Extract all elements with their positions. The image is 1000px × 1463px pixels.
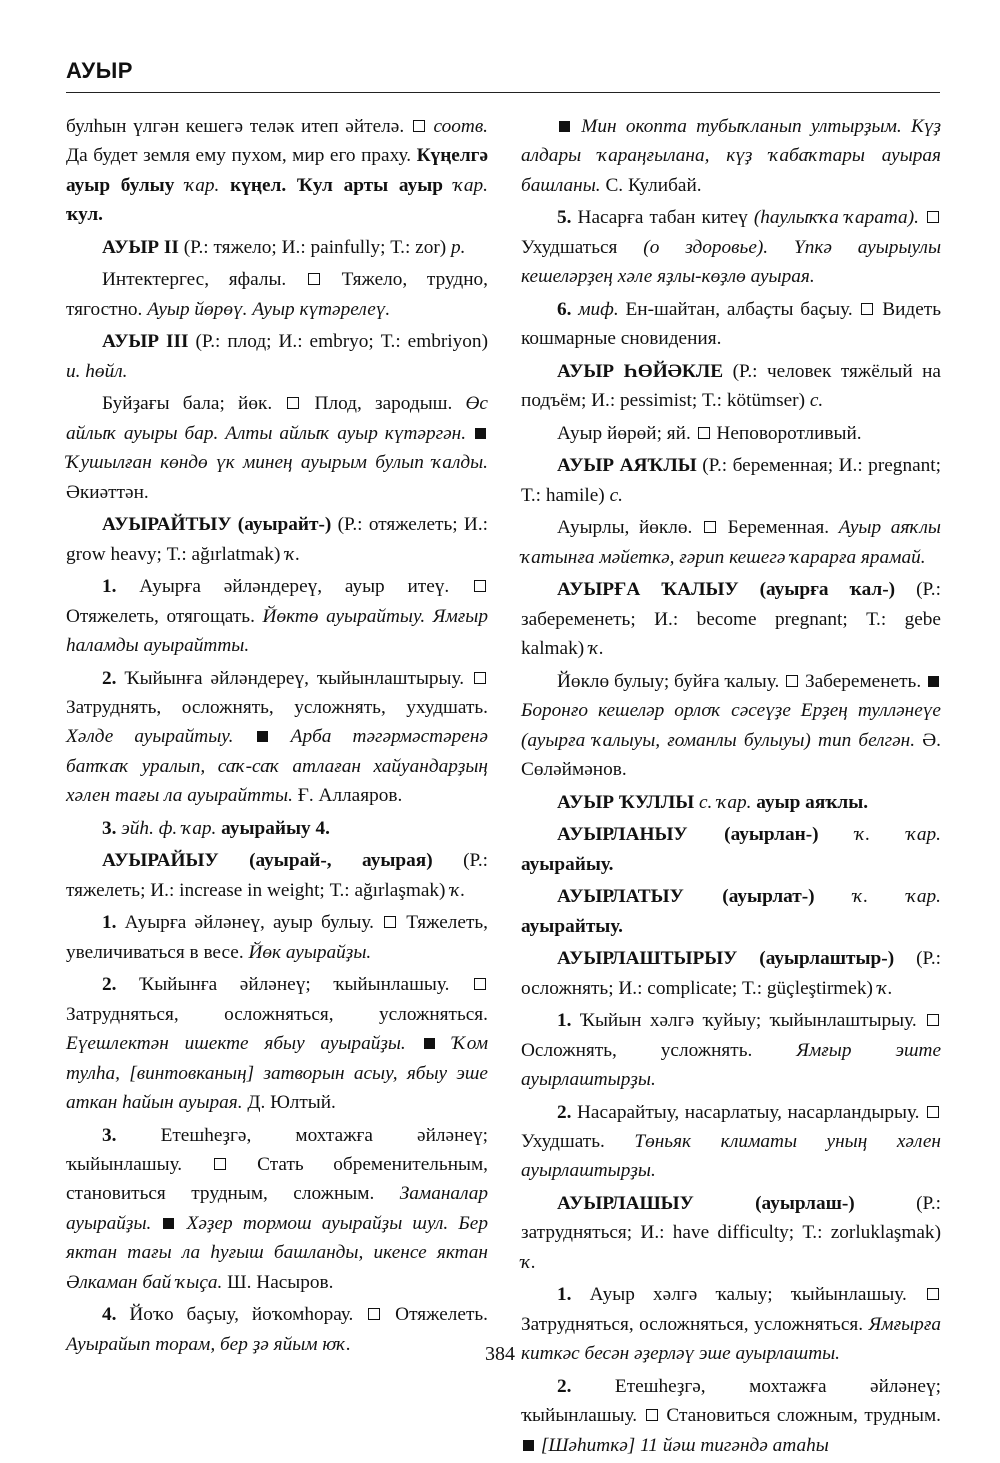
translation-marker-icon	[214, 1158, 226, 1170]
header-rule	[66, 92, 940, 93]
translation-marker-icon	[861, 303, 873, 315]
entry-auyr-ayakly: АУЫР АЯҠЛЫ (Р.: беременная; И.: pregnant; Т.: hamile) с.	[521, 455, 941, 506]
quotation-marker-icon	[257, 731, 268, 742]
quotation-marker-icon	[475, 428, 486, 439]
entry-auyr-hoyakle: АУЫР ҺӨЙӘКЛЕ (Р.: человек тяжёлый на подъём; И.: pessimist; Т.: kötümser) с.	[521, 360, 941, 412]
translation-marker-icon	[287, 397, 299, 409]
sense-2: 2. Етешһеҙгә, мохтажға әйләнеү; ҡыйынлашыу. Становиться сложным, трудным. [Шәһиткә] 11 йәш тигәндә атаһы	[521, 1375, 941, 1456]
translation-marker-icon	[308, 273, 320, 285]
entry-auyrlatyu: АУЫРЛАТЫУ (ауырлат-) ҡ. ҡар. ауырайтыу.	[521, 886, 941, 937]
definition: Буйҙағы бала; йөк. Плод, зародыш. Өс айлыҡ ауыры бар. Алты айлыҡ ауыр күтәргән. Ҡушылған көндө үк минең ауырым булып ҡалды. Әкиәттән.	[66, 393, 488, 503]
definition: Йөклө булыу; буйға ҡалыу. Забеременеть. Боронғо кешеләр орлоҡ сәсеүҙе Ерҙең тулләнеүе (ауырға ҡалыуы, ғоманлы булыуы) тип белгән. Ә. Сөләймәнов.	[521, 670, 941, 781]
translation-marker-icon	[786, 675, 798, 687]
sense-3: 3. Етешһеҙгә, мохтажға әйләнеү; ҡыйынлашыу. Стать обременительным, становиться трудным, сложным. Заманалар ауырайҙы. Хәҙер тормош ауырайҙы шул. Бер яктан тағы ла һуғыш башланды, икенсе яктан Әлкаман бай ҡыҫа. Ш. Насыров.	[66, 1124, 488, 1293]
translation-marker-icon	[474, 580, 486, 592]
left-column	[66, 112, 488, 1362]
translation-marker-icon	[646, 1409, 658, 1421]
quotation-marker-icon	[928, 676, 939, 687]
sense-2: 2. Насарайтыу, насарлатыу, насарландырыу. Ухудшать. Төньяк климаты уның хәлен ауырлаштырҙы.	[521, 1101, 941, 1182]
entry-auyrlanyu: АУЫРЛАНЫУ (ауырлан-) ҡ. ҡар. ауырайыу.	[521, 824, 941, 875]
entry-auyrlashyu: АУЫРЛАШЫУ (ауырлаш-) (Р.: затрудняться; И.: have difficulty; Т.: zorluklaşmak) ҡ.	[521, 1193, 941, 1273]
translation-marker-icon	[927, 1014, 939, 1026]
quotation-marker-icon	[163, 1218, 174, 1229]
sense-1: 1. Ҡыйын хәлгә ҡуйыу; ҡыйынлаштырыу. Осложнять, усложнять. Ямғыр эште ауырлаштырҙы.	[521, 1010, 942, 1091]
entry-auyrlashtyryu: АУЫРЛАШТЫРЫУ (ауырлаштыр-) (Р.: осложнять; И.: complicate; Т.: güçleştirmek) ҡ.	[521, 948, 941, 999]
sense-5: 5. Насарға табан китеү (һаулыҡҡа ҡарата). Ухудшаться (о здоровье). Үпкә ауырыулы кешеләрҙең хәле яҙлы-көҙлө ауырая.	[521, 207, 942, 288]
entry-auyr-2: АУЫР II (Р.: тяжело; И.: painfully; Т.: zor) р.	[102, 236, 466, 258]
definition: Ауыр йөрөй; яй. Неповоротливый.	[557, 422, 862, 444]
quotation-marker-icon	[559, 121, 570, 132]
page-header	[66, 58, 940, 92]
translation-marker-icon	[474, 978, 486, 990]
sense-1: 1. Ауырға әйләнеү, ауыр булыу. Тяжелеть, увеличиваться в весе. Йөк ауырайҙы.	[66, 912, 489, 963]
sense-3: 3. эйһ. ф. ҡар. ауырайыу 4.	[102, 817, 330, 839]
quotation-continuation: Мин окопта тубыҡланып ултырҙым. Күҙ алдары ҡараңғылана, күҙ ҡабаҡтары ауырая башланы. С. Кулибай.	[521, 116, 941, 196]
running-head: АУЫР	[66, 58, 133, 83]
translation-marker-icon	[368, 1308, 380, 1320]
translation-marker-icon	[698, 427, 710, 439]
sense-4: 4. Йоҡо баҫыу, йоҡомһорау. Отяжелеть. Ауырайып торам, бер ҙә яйым юҡ.	[66, 1304, 488, 1355]
definition: Ауырлы, йөклө. Беременная. Ауыр аяҡлы ҡатынға мәйеткә, ғәрип кешегә ҡарарға ярамай.	[521, 517, 941, 568]
translation-marker-icon	[413, 120, 425, 132]
right-column	[521, 112, 941, 1463]
entry-auyraiyu: АУЫРАЙЫУ (ауырай-, ауырая) (Р.: тяжелеть; И.: increase in weight; Т.: ağırlaşmak) ҡ.	[66, 850, 488, 901]
translation-marker-icon	[927, 1288, 939, 1300]
translation-marker-icon	[384, 916, 396, 928]
translation-marker-icon	[704, 521, 716, 533]
translation-marker-icon	[927, 211, 939, 223]
entry-auyr-kully: АУЫР ҠУЛЛЫ с. ҡар. ауыр аяҡлы.	[557, 791, 869, 813]
sense-2: 2. Ҡыйынға әйләнеү; ҡыйынлашыу. Затрудняться, осложняться, усложняться. Еүешлектән ишекте ябыу ауырайҙы. Ҡом тулһа, [винтовканың] затворын асыу, ябыу эше аткан һайын ауырая. Д. Юлтый.	[66, 974, 488, 1114]
definition: Интектергес, яфалы. Тяжело, трудно, тягостно. Ауыр йөрөү. Ауыр күтәрелеү.	[66, 269, 488, 320]
entry-auyraityu: АУЫРАЙТЫУ (ауырайт-) (Р.: отяжелеть; И.: grow heavy; Т.: ağırlatmak) ҡ.	[66, 514, 489, 565]
translation-marker-icon	[474, 672, 486, 684]
entry-auyrga-kalyu: АУЫРҒА ҠАЛЫУ (ауырға ҡал-) (Р.: забеременеть; И.: become pregnant; Т.: gebe kalmak) ҡ.	[521, 579, 941, 660]
translation-marker-icon	[927, 1106, 939, 1118]
page-number: 384	[485, 1343, 515, 1365]
quotation-marker-icon	[424, 1038, 435, 1049]
sense-6: 6. миф. Ен-шайтан, албаҫты баҫыу. Видеть кошмарные сновидения.	[521, 298, 941, 350]
sense-1: 1. Ауырға әйләндереү, ауыр итеү. Отяжелеть, отягощать. Йөктө ауырайтыу. Ямғыр һаламды ауырайтты.	[66, 576, 488, 657]
sense-1: 1. Ауыр хәлгә ҡалыу; ҡыйынлашыу. Затрудняться, осложняться, усложняться. Ямғырға киткәс бесән әҙерләү эше ауырлашты.	[521, 1284, 941, 1365]
entry-continuation: булһын үлгән кешегә теләк итеп әйтелә. соотв. Да будет земля ему пухом, мир его праху. Күңелгә ауыр булыу ҡар. күңел. Ҡул арты ауыр ҡар. ҡул.	[66, 116, 489, 226]
entry-auyr-3: АУЫР III (Р.: плод; И.: embryo; Т.: embriyon) и. һөйл.	[66, 331, 488, 382]
quotation-marker-icon	[523, 1440, 534, 1451]
sense-2: 2. Ҡыйынға әйләндереү, ҡыйынлаштырыу. Затруднять, осложнять, усложнять, ухудшать. Хәлде ауырайтыу. Арба тәгәрмәстәренә батҡаҡ уралып, саҡ-саҡ атлаған хайуандарҙың хәлен тағы ла ауырайтты. Ғ. Аллаяров.	[66, 667, 488, 807]
